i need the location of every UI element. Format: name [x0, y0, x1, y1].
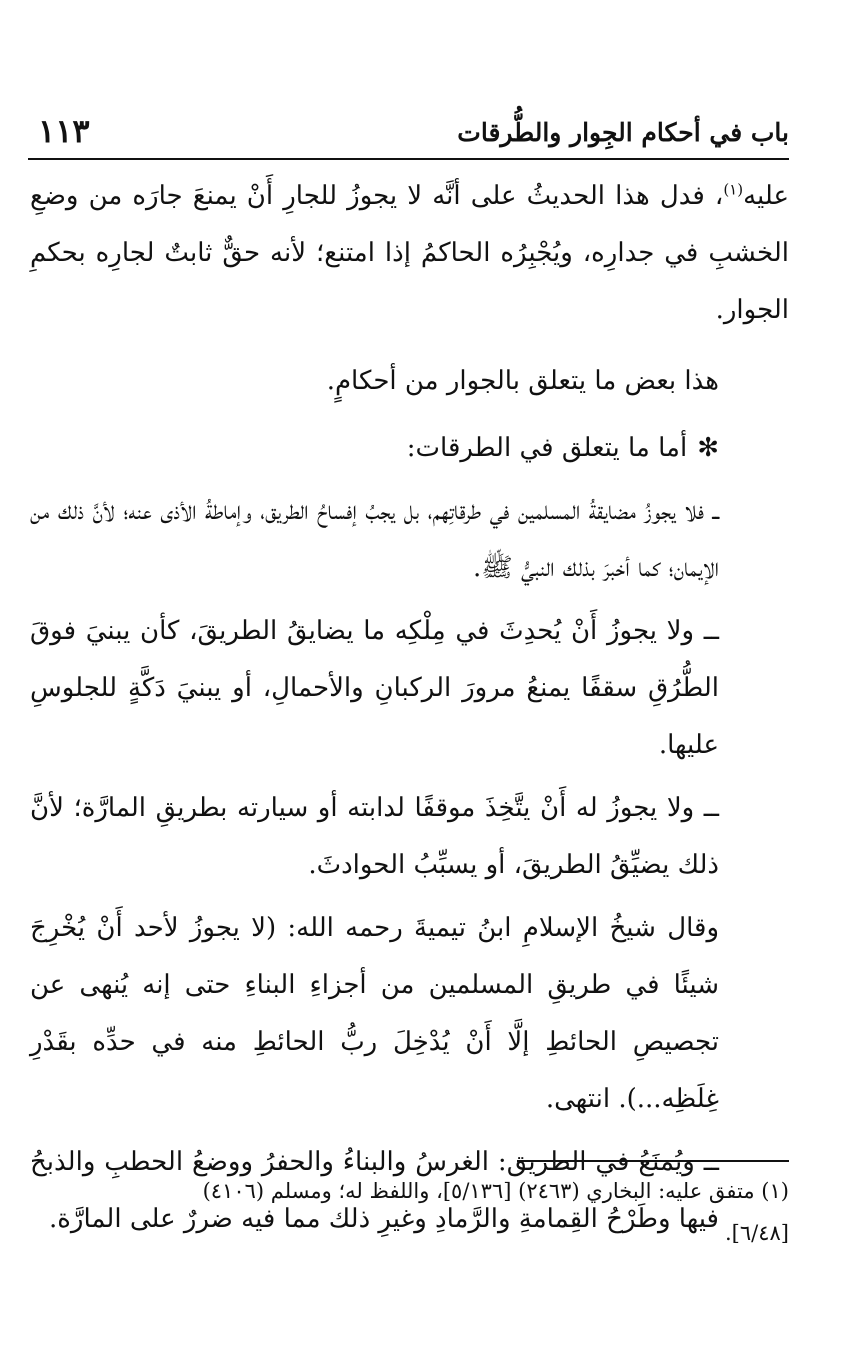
footnote-rule [517, 1160, 789, 1162]
footnote-marker: (١) [723, 180, 744, 199]
page-number: ١١٣ [38, 112, 90, 150]
footnote-line-1: (١) متفق عليه: البخاري (٢٤٦٣) [٥/١٣٦]، واللفظ له؛ ومسلم (٤١٠٦) [202, 1179, 789, 1203]
paragraph-8: ــ ويُمنَعُ في الطريق: الغرسُ والبناءُ والحفرُ ووضعُ الحطبِ والذبحُ فيها وطَرْحُ القِمامةِ والرَّمادِ وغيرِ ذلك مما فيه ضررٌ على المارَّة. [30, 1147, 719, 1234]
paragraph-1-text: ، فدل هذا الحديثُ على أنَّه لا يجوزُ للجارِ أَنْ يمنعَ جارَه من وضعِ الخشبِ في جدارِه، ويُجْبِرُه الحاكمُ إذا امتنع؛ لأنه حقٌّ ثابتٌ لجارِه بحكمِ الجوار. [30, 181, 789, 325]
paragraph-4: ــ فلا يجوزُ مضايقةُ المسلمين في طرقاتِهم، بل يجبُ إفساحُ الطريق، وإماطةُ الأذى عنه؛ لأنَّ ذلك من الإيمان؛ كما أخبرَ بذلك النبيُّ ﷺ. [30, 496, 719, 583]
paragraph-3 [30, 420, 789, 477]
paragraph-5: ــ ولا يجوزُ أَنْ يُحدِثَ في مِلْكِه ما يضايقُ الطريقَ، كأن يبنيَ فوقَ الطُّرُقِ سقفًا يمنعُ مرورَ الركبانِ والأحمالِ، أو يبنيَ دَكَّةٍ للجلوسِ عليها. [30, 616, 719, 760]
paragraph-7: وقال شيخُ الإسلامِ ابنُ تيميةَ رحمه الله: (لا يجوزُ لأحد أَنْ يُخْرِجَ شيئًا في طريقِ المسلمين من أجزاءِ البناءِ حتى إنه يُنهى عن تجصيصِ الحائطِ إلَّا أَنْ يُدْخِلَ ربُّ الحائطِ منه في حدِّه بقَدْرِ غِلَظِه...). انتهى. [30, 913, 719, 1114]
paragraph-3-text: أما ما يتعلق في الطرقات: [406, 433, 688, 463]
footnote [30, 1170, 789, 1254]
paragraph-2: هذا بعض ما يتعلق بالجوار من أحكامٍ. [326, 366, 719, 396]
header-rule [28, 158, 789, 160]
footnote-line-2: [٦/٤٨]. [725, 1221, 789, 1245]
paragraph-1 [30, 168, 789, 339]
page-header [28, 112, 789, 156]
star-icon: ✻ [697, 433, 719, 463]
body-text [30, 168, 789, 1248]
paragraph-1-lead: عليه [743, 181, 789, 211]
paragraph-6: ــ ولا يجوزُ له أَنْ يتَّخِذَ موقفًا لدابته أو سيارته بطريقِ المارَّة؛ لأنَّ ذلك يضيِّقُ الطريقَ، أو يسبِّبُ الحوادثَ. [30, 793, 719, 880]
chapter-title: باب في أحكام الجِوار والطُّرقات [457, 118, 789, 147]
